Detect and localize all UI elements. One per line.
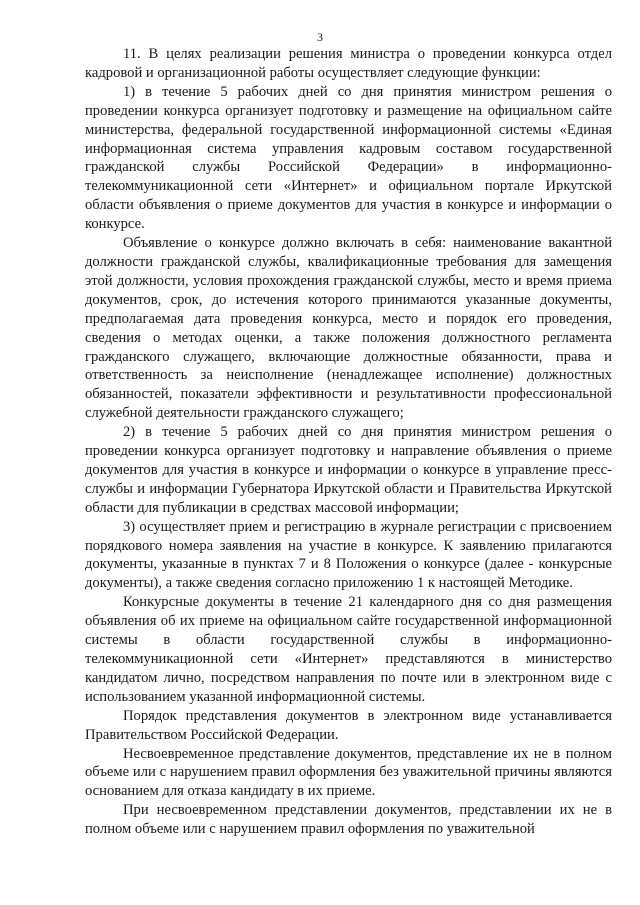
paragraph-11-intro: 11. В целях реализации решения министра о проведении конкурса отдел кадровой и организационной работы осуществляет следующие функции: [85,46,612,81]
paragraph-electronic-procedure: Порядок представления документов в электронном виде устанавливается Правительством Российской Федерации. [85,707,612,743]
paragraph-valid-reason: При несвоевременном представлении документов, представлении их не в полном объеме или с нарушением правил оформления по уважительной [85,802,612,838]
paragraph-function-3: 3) осуществляет прием и регистрацию в журнале регистрации с присвоением порядкового номера заявления на участие в конкурсе. К заявлению прилагаются документы, указанные в пунктах 7 и 8 Положения о конкурсе (далее - конкурсные документы), а также сведения согласно приложению 1 к настоящей Методике. [85,518,612,592]
paragraph-function-1: 1) в течение 5 рабочих дней со дня принятия министром решения о проведении конкурса организует подготовку и размещение на официальном сайте министерства, федеральной государственной информационной системы «Единая информационная система управления кадровым составом государственной гражданской службы Российской Федерации» в информационно-телекоммуникационной сети «Интернет» и официальном портале Иркутской области объявления о приеме документов для участия в конкурсе и информации о конкурсе. [85,83,612,233]
paragraph-refusal-grounds: Несвоевременное представление документов, представление их не в полном объеме или с нарушением правил оформления без уважительной причины являются основанием для отказа кандидату в их приеме. [85,745,612,800]
document-body [85,45,612,839]
paragraph-submission-period: Конкурсные документы в течение 21 календарного дня со дня размещения объявления об их приеме на официальном сайте государственной информационной системы в области государственной службы в информационно-телекоммуникационной сети «Интернет» представляются в министерство кандидатом лично, посредством направления по почте или в электронном виде с использованием указанной информационной системы. [85,594,612,705]
paragraph-announcement-contents: Объявление о конкурсе должно включать в себя: наименование вакантной должности гражданской службы, квалификационные требования для замещения этой должности, условия прохождения гражданской службы, место и время приема документов, срок, до истечения которого принимаются указанные документы, предполагаемая дата проведения конкурса, место и порядок его проведения, сведения о методах оценки, а также положения должностного регламента гражданского служащего, включающие должностные обязанности, права и ответственность за неисполнение (ненадлежащее исполнение) должностных обязанностей, показатели эффективности и результативности профессиональной служебной деятельности гражданского служащего; [85,235,612,422]
page-number: 3 [317,30,323,44]
paragraph-function-2: 2) в течение 5 рабочих дней со дня принятия министром решения о проведении конкурса организует подготовку и направление объявления о приеме документов для участия в конкурсе и информации о конкурсе в управление пресс-службы и информации Губернатора Иркутской области и Правительства Иркутской области для публикации в средствах массовой информации; [85,424,612,516]
